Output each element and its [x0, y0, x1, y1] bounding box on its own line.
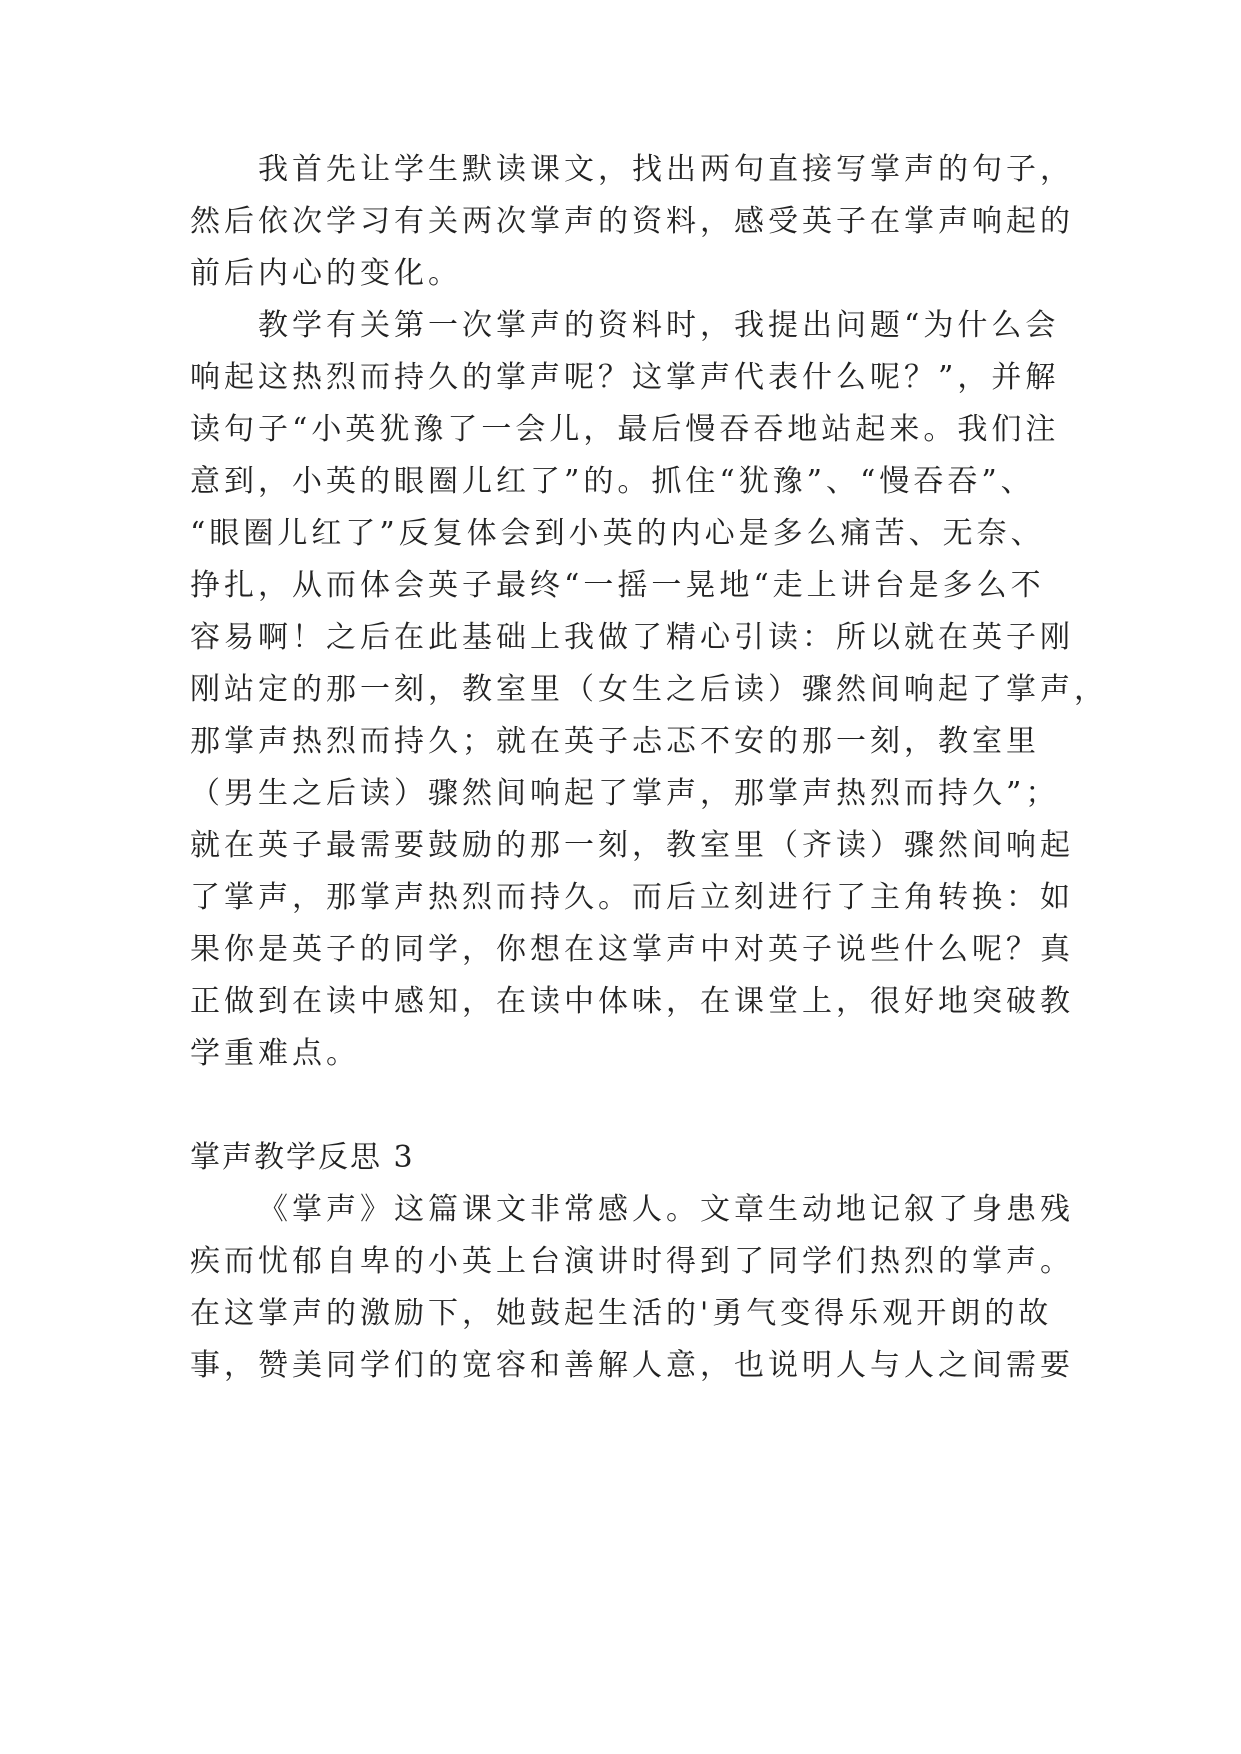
- text-line: “眼圈儿红了”反复体会到小英的内心是多么痛苦、无奈、: [190, 516, 1045, 551]
- text-line: （男生之后读）骤然间响起了掌声，那掌声热烈而持久”；: [190, 776, 1060, 811]
- text-line: 前后内心的变化。: [190, 256, 462, 291]
- text-line: 响起这热烈而持久的掌声呢？这掌声代表什么呢？”，并解: [190, 360, 1060, 395]
- text-line: 读句子“小英犹豫了一会儿，最后慢吞吞地站起来。我们注: [190, 412, 1060, 447]
- text-line: 在这掌声的激励下，她鼓起生活的'勇气变得乐观开朗的故: [190, 1296, 1053, 1331]
- text-line: 疾而忧郁自卑的小英上台演讲时得到了同学们热烈的掌声。: [190, 1244, 1074, 1279]
- text-line: 挣扎，从而体会英子最终“一摇一晃地“走上讲台是多么不: [190, 568, 1045, 603]
- text-line: 教学有关第一次掌声的资料时，我提出问题“为什么会: [258, 308, 1060, 343]
- text-line: 事，赞美同学们的宽容和善解人意，也说明人与人之间需要: [190, 1348, 1074, 1383]
- text-line: 刚站定的那一刻，教室里（女生之后读）骤然间响起了掌声，: [190, 672, 1108, 707]
- text-line: 学重难点。: [190, 1036, 360, 1071]
- section-heading: 掌声教学反思 3: [190, 1140, 415, 1175]
- text-line: 然后依次学习有关两次掌声的资料，感受英子在掌声响起的: [190, 204, 1074, 239]
- text-line: 了掌声，那掌声热烈而持久。而后立刻进行了主角转换：如: [190, 880, 1074, 915]
- text-line: 那掌声热烈而持久；就在英子忐忑不安的那一刻，教室里: [190, 724, 1040, 759]
- text-line: 《掌声》这篇课文非常感人。文章生动地记叙了身患残: [258, 1192, 1074, 1227]
- text-line: 我首先让学生默读课文，找出两句直接写掌声的句子，: [258, 152, 1074, 187]
- text-line: 意到，小英的眼圈儿红了”的。抓住“犹豫”、“慢吞吞”、: [190, 464, 1035, 499]
- text-line: 就在英子最需要鼓励的那一刻，教室里（齐读）骤然间响起: [190, 828, 1074, 863]
- text-line: 正做到在读中感知，在读中体味，在课堂上，很好地突破教: [190, 984, 1074, 1019]
- text-line: 果你是英子的同学，你想在这掌声中对英子说些什么呢？真: [190, 932, 1074, 967]
- text-line: 容易啊！之后在此基础上我做了精心引读：所以就在英子刚: [190, 620, 1074, 655]
